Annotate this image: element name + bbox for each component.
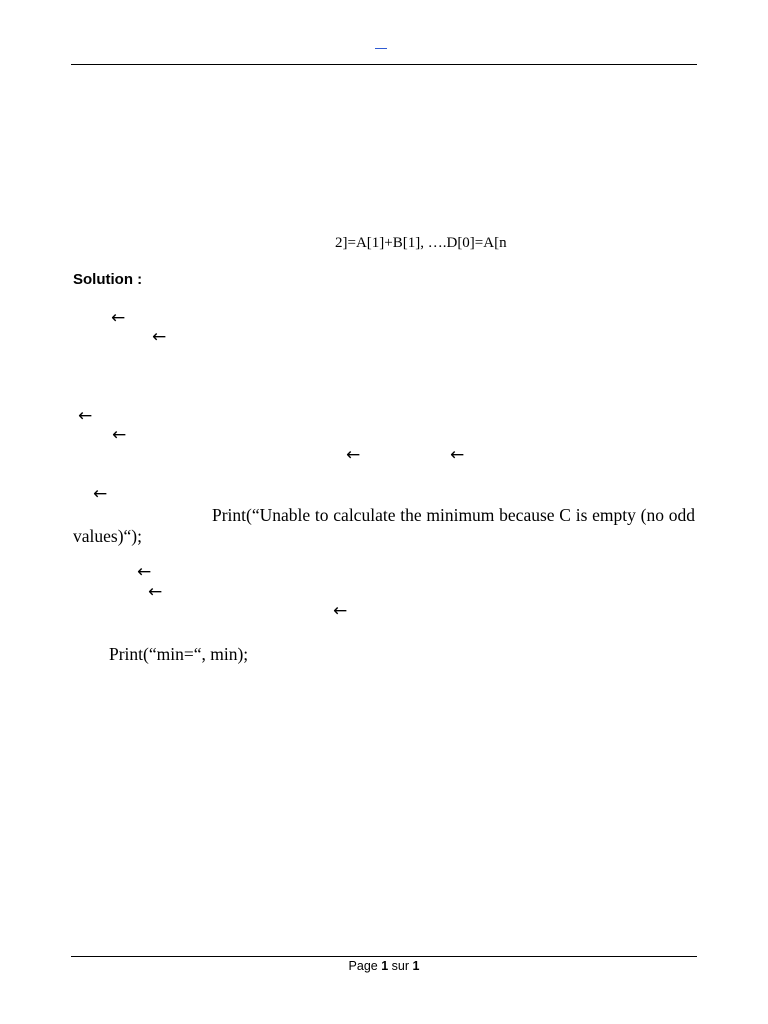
footer-current-page: 1 — [381, 959, 389, 973]
page-number-footer — [0, 959, 768, 973]
left-arrow-icon: ← — [137, 562, 152, 582]
left-arrow-icon: ← — [112, 425, 127, 445]
footer-total-pages: 1 — [412, 959, 420, 973]
print-min-statement: Print(“min=“, min); — [109, 644, 249, 664]
left-arrow-icon: ← — [333, 601, 348, 621]
left-arrow-icon: ← — [111, 308, 126, 328]
header-divider — [71, 64, 697, 65]
left-arrow-icon: ← — [152, 327, 167, 347]
footer-page-word: Page — [348, 959, 378, 973]
solution-heading: Solution : — [73, 271, 143, 288]
header-link-mark[interactable] — [375, 48, 387, 49]
left-arrow-icon: ← — [93, 484, 108, 504]
print-unable-statement: Print(“Unable to calculate the minimum because C is empty (no odd values)“); — [73, 505, 695, 546]
left-arrow-icon: ← — [346, 445, 361, 465]
footer-of-word: sur — [391, 959, 410, 973]
left-arrow-icon: ← — [148, 582, 163, 602]
left-arrow-icon: ← — [450, 445, 465, 465]
footer-divider — [71, 956, 697, 957]
formula-fragment: 2]=A[1]+B[1], ….D[0]=A[n — [335, 235, 507, 251]
left-arrow-icon: ← — [78, 406, 93, 426]
